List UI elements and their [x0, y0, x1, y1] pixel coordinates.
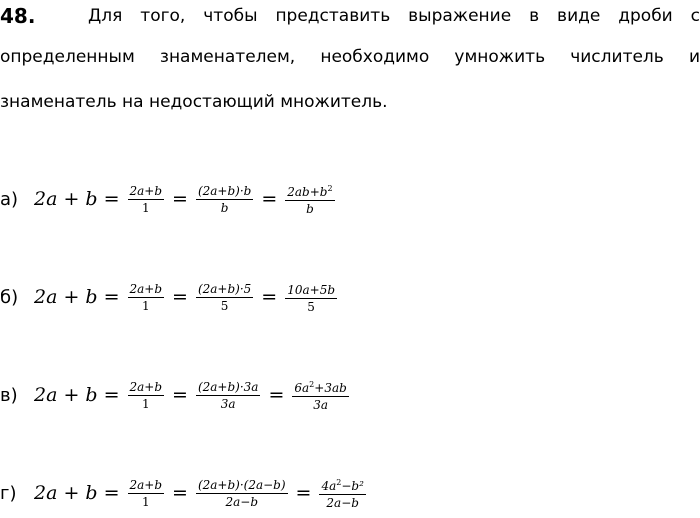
- equation-b: [0, 272, 339, 322]
- lhs: 2a + b: [34, 286, 98, 308]
- equation-body: 2a + b = $\frac{2a+b}{1}$ = $\frac{(2a+b)\cdot 3a}{3a}$ = $\frac{6a^2+3ab}{3a}$: [34, 379, 347, 412]
- equation-label: а): [0, 188, 19, 210]
- fraction-1: $\frac{2a+b}{1}$: [129, 379, 163, 411]
- equation-body: 2a + b = $\frac{2a+b}{1}$ = $\frac{(2a+b)\cdot(2a-b)}{2a-b}$ = $\frac{4a^2-b^2}{2a-b}$: [34, 477, 364, 510]
- fraction-3: $\frac{2ab+b^2}{b}$: [287, 184, 333, 216]
- fraction-1: $\frac{2a+b}{1}$: [129, 183, 163, 215]
- fraction-2: $\frac{(2a+b)\cdot(2a-b)}{2a-b}$: [197, 477, 286, 509]
- lhs: 2a + b: [34, 188, 98, 210]
- equation-a: [0, 174, 337, 224]
- problem-number: 48.: [0, 4, 36, 28]
- problem-text-line-2: определенным знаменателем, необходимо умножить числитель и: [0, 47, 700, 67]
- fraction-1: $\frac{2a+b}{1}$: [129, 281, 163, 313]
- fraction-1: $\frac{2a+b}{1}$: [129, 477, 163, 509]
- problem-text-line-3: знаменатель на недостающий множитель.: [0, 92, 388, 112]
- equation-label: г): [0, 482, 17, 504]
- equation-c: [0, 370, 351, 420]
- equation-d: [0, 468, 368, 518]
- fraction-3: $\frac{6a^2+3ab}{3a}$: [294, 380, 347, 412]
- fraction-2: $\frac{(2a+b)\cdot 3a}{3a}$: [197, 379, 259, 411]
- fraction-2: $\frac{(2a+b)\cdot b}{b}$: [197, 183, 252, 215]
- equation-body: 2a + b = $\frac{2a+b}{1}$ = $\frac{(2a+b)\cdot 5}{5}$ = $\frac{10a+5b}{5}$: [34, 281, 336, 314]
- lhs: 2a + b: [34, 482, 98, 504]
- lhs: 2a + b: [34, 384, 98, 406]
- equation-label: б): [0, 286, 19, 308]
- fraction-3: $\frac{4a^2-b^2}{2a-b}$: [321, 478, 364, 510]
- equation-label: в): [0, 384, 18, 406]
- fraction-2: $\frac{(2a+b)\cdot 5}{5}$: [197, 281, 252, 313]
- equation-body: 2a + b = $\frac{2a+b}{1}$ = $\frac{(2a+b)\cdot b}{b}$ = $\frac{2ab+b^2}{b}$: [34, 183, 333, 216]
- problem-text-line-1: Для того, чтобы представить выражение в виде дроби с: [88, 6, 700, 26]
- fraction-3: $\frac{10a+5b}{5}$: [285, 280, 337, 314]
